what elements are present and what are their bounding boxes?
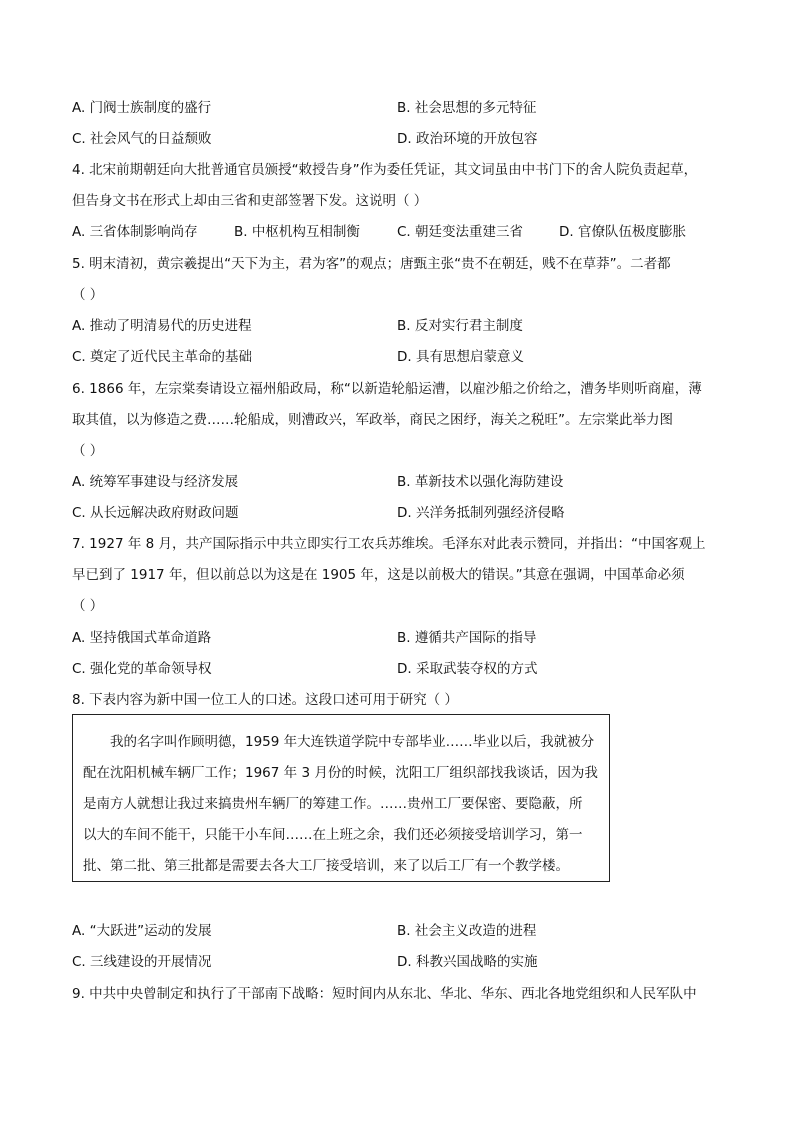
q4-stem-line-1: 4. 北宋前期朝廷向大批普通官员颁授“敕授告身”作为委任凭证，其文词虽由中书门下的舍人院负责起草，	[72, 162, 698, 178]
q5-option-a: A. 推动了明清易代的历史进程	[72, 318, 252, 334]
q5-stem-line-1: 5. 明末清初，黄宗羲提出“天下为主，君为客”的观点；唐甄主张“贵不在朝廷，贱不在草莽”。二者都	[72, 256, 671, 272]
q6-option-c: C. 从长远解决政府财政问题	[72, 505, 239, 521]
q7-stem-line-1: 7. 1927 年 8 月，共产国际指示中共立即实行工农兵苏维埃。毛泽东对此表示赞同，并指出：“中国客观上	[72, 536, 706, 552]
q8-passage-line-5: 批、第二批、第三批都是需要去各大工厂接受培训，来了以后工厂有一个教学楼。	[83, 858, 569, 874]
q7-option-b: B. 遵循共产国际的指导	[397, 630, 537, 646]
q8-passage-box	[72, 714, 610, 882]
q3-option-b: B. 社会思想的多元特征	[397, 100, 537, 116]
q7-stem-line-3: （ ）	[72, 598, 104, 614]
q7-option-a: A. 坚持俄国式革命道路	[72, 630, 212, 646]
q7-option-d: D. 采取武装夺权的方式	[397, 661, 538, 677]
q3-option-a: A. 门阀士族制度的盛行	[72, 100, 212, 116]
q5-option-c: C. 奠定了近代民主革命的基础	[72, 349, 253, 365]
q7-stem-line-2: 早已到了 1917 年，但以前总以为这是在 1905 年，这是以前极大的错误。”其意在强调，中国革命必须	[72, 567, 685, 583]
q6-stem-line-2: 取其值，以为修造之费……轮船成，则漕政兴，军政举，商民之困纾，海关之税旺”。左宗棠此举力图	[72, 412, 673, 428]
q6-option-a: A. 统筹军事建设与经济发展	[72, 474, 239, 490]
q8-stem-line-1: 8. 下表内容为新中国一位工人的口述。这段口述可用于研究（ ）	[72, 692, 458, 708]
q3-option-c: C. 社会风气的日益颓败	[72, 131, 212, 147]
q6-option-d: D. 兴洋务抵制列强经济侵略	[397, 505, 565, 521]
q5-option-b: B. 反对实行君主制度	[397, 318, 523, 334]
q4-option-c: C. 朝廷变法重建三省	[397, 224, 524, 240]
q8-option-c: C. 三线建设的开展情况	[72, 954, 212, 970]
q4-option-d: D. 官僚队伍极度膨胀	[559, 224, 686, 240]
q8-option-b: B. 社会主义改造的进程	[397, 923, 537, 939]
q9-stem-line-1: 9. 中共中央曾制定和执行了干部南下战略：短时间内从东北、华北、华东、西北各地党组织和人民军队中	[72, 986, 697, 1002]
q6-stem-line-1: 6. 1866 年，左宗棠奏请设立福州船政局，称“以新造轮船运漕，以雇沙船之价给之，漕务毕则听商雇，薄	[72, 381, 702, 397]
q5-option-d: D. 具有思想启蒙意义	[397, 349, 524, 365]
q6-stem-line-3: （ ）	[72, 443, 104, 459]
q8-passage-line-4: 以大的车间不能干，只能干小车间……在上班之余，我们还必须接受培训学习，第一	[83, 827, 583, 843]
q4-stem-line-2: 但告身文书在形式上却由三省和吏部签署下发。这说明（ ）	[72, 193, 428, 209]
q6-option-b: B. 革新技术以强化海防建设	[397, 474, 564, 490]
q4-option-b: B. 中枢机构互相制衡	[234, 224, 360, 240]
q7-option-c: C. 强化党的革命领导权	[72, 661, 212, 677]
q8-option-a: A. “大跃进”运动的发展	[72, 923, 212, 939]
q3-option-d: D. 政治环境的开放包容	[397, 131, 538, 147]
q8-passage-line-1: 我的名字叫作顾明德，1959 年大连铁道学院中专部毕业……毕业以后，我就被分	[110, 734, 595, 750]
q8-option-d: D. 科教兴国战略的实施	[397, 954, 538, 970]
q8-passage-line-2: 配在沈阳机械车辆厂工作；1967 年 3 月份的时候，沈阳工厂组织部找我谈话，因为我	[83, 765, 598, 781]
q4-option-a: A. 三省体制影响尚存	[72, 224, 198, 240]
q5-stem-line-2: （ ）	[72, 287, 104, 303]
q8-passage-line-3: 是南方人就想让我过来搞贵州车辆厂的筹建工作。……贵州工厂要保密、要隐蔽，所	[83, 796, 583, 812]
